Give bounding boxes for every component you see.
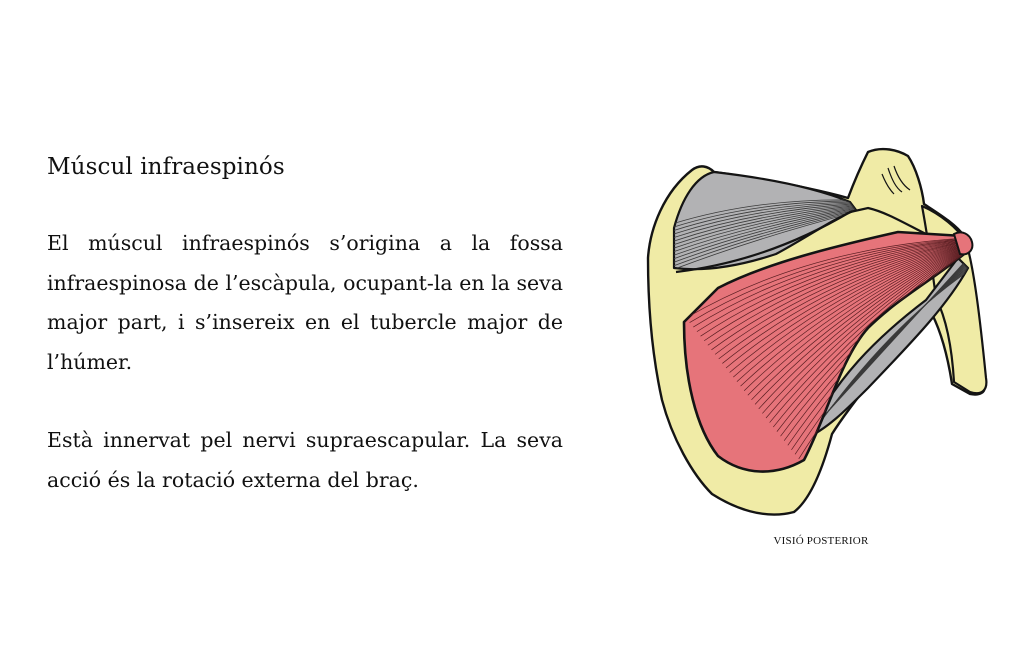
page-title: Múscul infraespinós [47, 154, 285, 180]
figure-caption: VISIÓ POSTERIOR [773, 535, 869, 547]
scapula-illustration [636, 138, 996, 520]
paragraph-innervation-action: Està innervat pel nervi supraescapular. La seva acció és la rotació externa del braç. [47, 428, 563, 492]
scapula-drawing [636, 138, 996, 520]
article [47, 148, 563, 500]
paragraph-origin-insertion: El múscul infraespinós s’origina a la fossa infraespinosa de l’escàpula, ocupant-la en la seva major part, i s’insereix en el tubercle major de l’húmer. [47, 231, 563, 374]
